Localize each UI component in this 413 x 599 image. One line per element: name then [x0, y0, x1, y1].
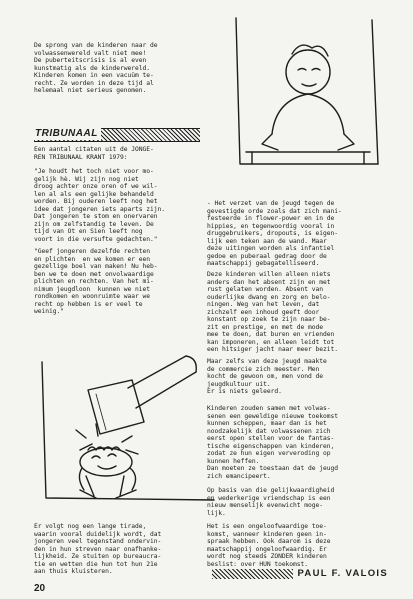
closing-paragraph: Er volgt nog een lange tirade, waarin vooral duidelijk wordt, dat jongeren veel tegenstand ondervin- den in hun streven naar onafhanke- lijkheid. Ze stuiten op bureaucra- tie en wetten die hun tot hun 21e aan thuis kluisteren. — [34, 523, 162, 575]
section-heading-bar — [34, 128, 200, 142]
section-heading: TRIBUNAAL — [34, 128, 101, 140]
right-para-5: Op basis van die gelijkwaardigheid en wederkerige vriendschap is een nieuw menselijk evenwicht moge- lijk. — [207, 487, 335, 517]
author-signature: PAUL F. VALOIS — [293, 568, 388, 579]
figure-illustration — [232, 14, 382, 172]
intro-paragraph: De sprong van de kinderen naar de volwassenwereld valt niet mee! De puberteitscrisis is al even kunstmatig als de kinderwereld. Kinderen komen in een vacuüm te- recht. Ze worden in deze tijd al helemaal niet serieus genomen. — [34, 42, 158, 94]
right-para-1: - Het verzet van de jeugd tegen de gevestigde orde zoals dat zich mani- festeerde in flower-power en in de hippies, en tegenwoordig vooral in druggebruikers, dropouts, is eigen- lijk een teken aan de wand. Maar deze uitingen worden als infantiel gedoe en puberaal gedrag door de maatschappij gebagatelliseerd. — [207, 200, 342, 267]
right-para-3: Maar zelfs van deze jeugd maakte de commercie zich meester. Men kocht de gewoon om, men vond de jeugdkultuur uit. Er is niets geleerd. — [207, 358, 327, 395]
right-para-6: Het is een ongeloofwaardige toe- komst, wanneer kinderen geen in- spraak hebben. Ook daarom is deze maatschappij ongeloofwaardig. Er wordt nog steeds ZONDER kinderen beslist: over HUN toekomst. — [207, 523, 331, 568]
signature-bar — [212, 569, 388, 579]
quote-2: "Geef jongeren dezelfde rechten en plichten en we komen er een gezellige boel van maken! Nu heb- ben we te doen met onvolwaardige plichten en rechten. Van het mi- nimum jeugdloon kunnen we niet rondkomen en woonruimte waar we recht op hebben is er veel te weinig." — [34, 248, 158, 315]
right-para-2: Deze kinderen willen alleen niets anders dan het absent zijn en met rust gelaten worden. Absent van ouderlijke dwang en zorg en belo- ningen. Weg van het leven, dat zichzelf een inhoud geeft door konstant op zoek te zijn naar be- zit en prestige, en met de mode mee te doen, dat buren en vrienden kan imponeren, en alleen leidt tot een hitsiger jacht naar meer bezit. — [207, 271, 338, 353]
page-number: 20 — [34, 583, 46, 594]
quotes-intro: Een aantal citaten uit de JONGE- REN TRIBUNAAL KRANT 1979: — [34, 146, 154, 161]
hammer-illustration — [36, 350, 226, 510]
right-para-4: Kinderen zouden samen met volwas- senen een geweldige nieuwe toekomst kunnen scheppen, maar dan is het noodzakelijk dat volwassenen zich eerst open stellen voor de fantas- tische eigenschappen van kinderen, zodat ze hun eigen ververoding op kunnen heffen. Dan moeten ze toestaan dat de jeugd zich emancipeert. — [207, 405, 338, 480]
quote-1: "Je houdt het toch niet voor mo- gelijk hè. Wij zijn nog niet droog achter onze oren of we wil- len al als een gelijke behandeld worden. Bij ouderen leeft nog het idee dat jongeren iets aparts zijn. Dat jongeren te stom en onervaren zijn om zelfstandig te leven. De tijd van Ot en Sien leeft nog voort in die versufte gedachten." — [34, 168, 165, 243]
